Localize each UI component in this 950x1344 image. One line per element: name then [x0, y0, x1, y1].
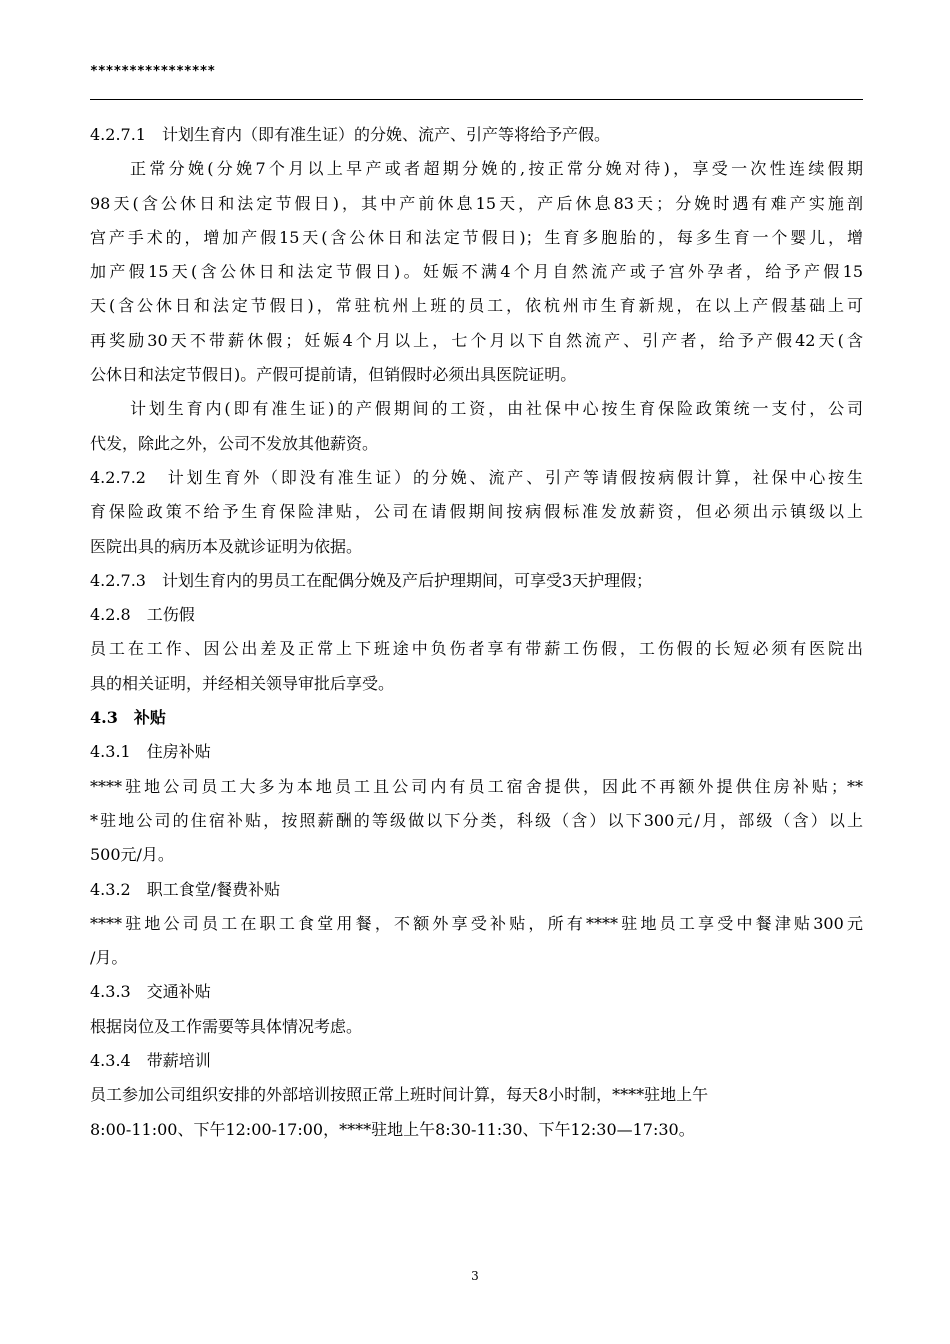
section-heading-4-2-7-3: 4.2.7.3 计划生育内的男员工在配偶分娩及产后护理期间，可享受3天护理假； — [90, 570, 653, 590]
section-heading-4-3: 4.3 补贴 — [90, 708, 166, 728]
paragraph-line: 计划生育内(即有准生证)的产假期间的工资，由社保中心按生育保险政策统一支付，公司 — [130, 399, 863, 419]
section-heading-4-3-1: 4.3.1 住房补贴 — [90, 742, 211, 762]
paragraph-line: 宫产手术的，增加产假15天(含公休日和法定节假日)；生育多胞胎的，每多生育一个婴儿，增 — [90, 227, 863, 247]
header-divider — [90, 99, 863, 100]
section-heading-4-2-8: 4.2.8 工伤假 — [90, 605, 195, 625]
section-heading-4-3-2: 4.3.2 职工食堂/餐费补贴 — [90, 879, 281, 899]
paragraph-line: 500元/月。 — [90, 845, 174, 865]
paragraph-line: 正常分娩(分娩7个月以上早产或者超期分娩的,按正常分娩对待)，享受一次性连续假期 — [130, 159, 863, 179]
page-number: 3 — [471, 1269, 479, 1283]
paragraph-line: 育保险政策不给予生育保险津贴，公司在请假期间按病假标准发放薪资，但必须出示镇级以上 — [90, 502, 863, 522]
paragraph-line: 医院出具的病历本及就诊证明为依据。 — [90, 536, 363, 556]
paragraph-line: 再奖励30天不带薪休假；妊娠4个月以上，七个月以下自然流产、引产者，给予产假42天(含 — [90, 330, 863, 350]
paragraph-line: 根据岗位及工作需要等具体情况考虑。 — [90, 1016, 363, 1036]
section-heading-4-2-7-1: 4.2.7.1 计划生育内（即有准生证）的分娩、流产、引产等将给予产假。 — [90, 125, 610, 144]
paragraph-line: 员工参加公司组织安排的外部培训按照正常上班时间计算，每天8小时制，****驻地上午 — [90, 1085, 709, 1105]
section-heading-4-2-7-2: 4.2.7.2 计划生育外（即没有准生证）的分娩、流产、引产等请假按病假计算，社保中心按生 — [90, 467, 863, 487]
paragraph-line: 8:00-11:00、下午12:00-17:00，****驻地上午8:30-11:30、下午12:30—17:30。 — [90, 1119, 695, 1139]
paragraph-line: 具的相关证明，并经相关领导审批后享受。 — [90, 673, 395, 693]
paragraph-line: 天(含公休日和法定节假日)，常驻杭州上班的员工，依杭州市生育新规，在以上产假基础上可 — [90, 296, 863, 316]
section-heading-4-3-3: 4.3.3 交通补贴 — [90, 982, 211, 1002]
section-heading-4-3-4: 4.3.4 带薪培训 — [90, 1051, 211, 1071]
paragraph-line: /月。 — [90, 948, 128, 968]
document-body — [90, 118, 863, 1147]
paragraph-line: ****驻地公司员工大多为本地员工且公司内有员工宿舍提供，因此不再额外提供住房补贴；** — [90, 776, 863, 796]
paragraph-line: 98天(含公休日和法定节假日)，其中产前休息15天，产后休息83天；分娩时遇有难产实施剖 — [90, 193, 863, 213]
page-header: **************** — [90, 64, 216, 79]
paragraph-line: 代发，除此之外，公司不发放其他薪资。 — [90, 433, 379, 453]
paragraph-line: 公休日和法定节假日)。产假可提前请，但销假时必须出具医院证明。 — [90, 365, 577, 385]
paragraph-line: 员工在工作、因公出差及正常上下班途中负伤者享有带薪工伤假，工伤假的长短必须有医院出 — [90, 639, 863, 659]
paragraph-line: *驻地公司的住宿补贴，按照薪酬的等级做以下分类，科级（含）以下300元/月，部级（含）以上 — [90, 810, 863, 830]
paragraph-line: 加产假15天(含公休日和法定节假日)。妊娠不满4个月自然流产或子宫外孕者，给予产假15 — [90, 262, 863, 282]
paragraph-line: ****驻地公司员工在职工食堂用餐，不额外享受补贴，所有****驻地员工享受中餐津贴300元 — [90, 913, 863, 933]
